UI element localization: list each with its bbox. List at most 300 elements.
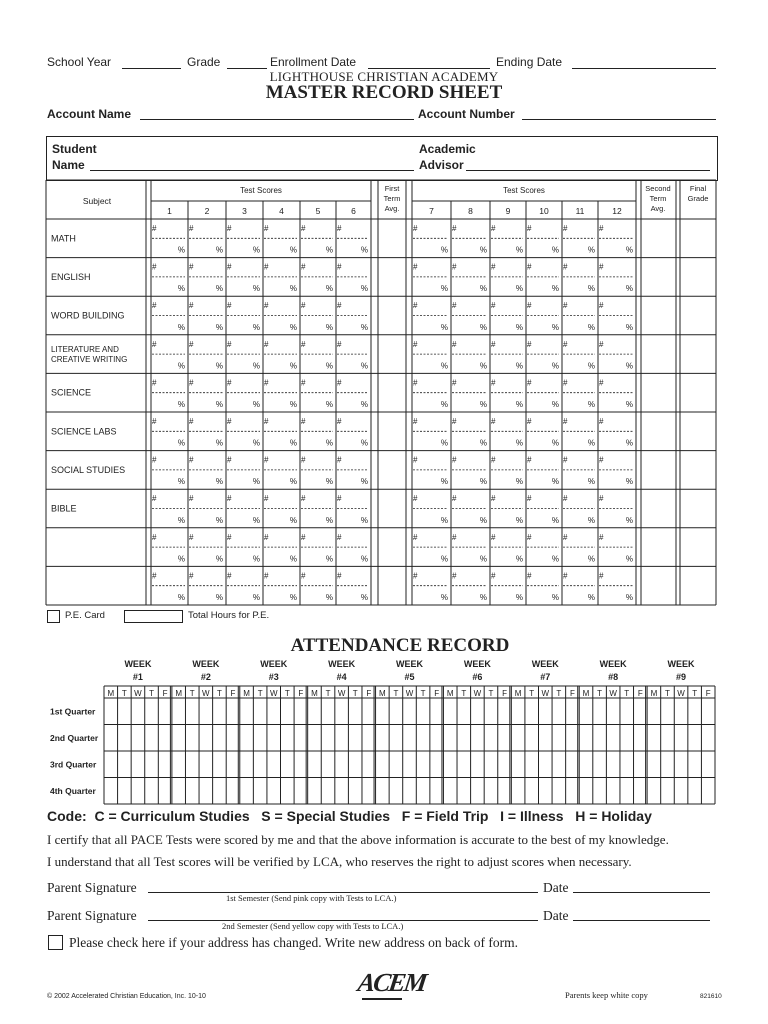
score-hash: # [264,262,269,272]
subject-label: SOCIAL STUDIES [51,464,126,475]
score-percent: % [551,284,559,294]
score-percent: % [252,593,260,602]
score-hash: # [491,455,496,465]
score-percent: % [360,284,368,294]
account-number-label: Account Number [418,107,515,121]
score-hash: # [527,224,532,233]
day-letter: T [529,689,535,698]
score-hash: # [599,494,604,504]
score-percent: % [587,515,595,525]
score-percent: % [215,515,223,525]
score-percent: % [440,438,448,448]
first-term-header: Avg. [384,204,400,213]
score-percent: % [252,477,260,487]
score-percent: % [515,245,523,255]
score-percent: % [625,554,633,564]
date-2-field[interactable] [573,920,710,921]
score-hash: # [599,571,604,581]
score-hash: # [337,224,342,233]
week-number: #1 [132,672,143,682]
pe-hours-box[interactable] [124,610,183,623]
score-percent: % [289,284,297,294]
score-hash: # [413,301,418,311]
score-hash: # [227,339,232,349]
score-percent: % [587,322,595,332]
score-percent: % [625,400,633,409]
day-letter: M [175,689,183,698]
score-hash: # [413,532,418,542]
score-percent: % [587,554,595,564]
code-legend: Code: C = Curriculum Studies S = Special Studies F = Field Trip I = Illness H = Holiday [47,808,652,824]
score-percent: % [551,361,559,371]
address-changed-checkbox[interactable] [48,935,63,950]
score-hash: # [491,417,496,426]
score-hash: # [264,455,269,465]
score-percent: % [587,438,595,448]
score-percent: % [479,322,487,332]
score-hash: # [491,224,496,233]
subject-label: WORD BUILDING [51,310,125,321]
score-percent: % [479,400,487,409]
score-percent: % [360,400,368,409]
score-percent: % [440,554,448,564]
score-hash: # [563,571,568,581]
score-hash: # [301,378,306,388]
score-hash: # [264,494,269,504]
score-percent: % [625,477,633,487]
score-hash: # [527,339,532,349]
day-letter: T [325,689,331,698]
first-term-header: Term [383,194,401,203]
student-label: Student [52,142,97,156]
score-percent: % [479,438,487,448]
week-label: WEEK [192,659,220,669]
pe-card-label: P.E. Card [65,610,105,621]
score-hash: # [413,339,418,349]
week-label: WEEK [328,659,356,669]
score-percent: % [515,284,523,294]
score-hash: # [152,455,157,465]
score-percent: % [215,438,223,448]
score-hash: # [152,262,157,272]
score-percent: % [177,477,185,487]
score-percent: % [440,477,448,487]
week-number: #8 [608,672,619,682]
pe-card-checkbox[interactable] [47,610,60,623]
score-hash: # [337,532,342,542]
score-hash: # [189,417,194,426]
parents-copy-note: Parents keep white copy [565,990,648,1000]
score-hash: # [301,224,306,233]
subject-label: MATH [51,233,76,244]
score-percent: % [551,515,559,525]
score-percent: % [252,284,260,294]
score-percent: % [289,400,297,409]
score-hash: # [491,339,496,349]
score-hash: # [452,417,457,426]
week-label: WEEK [599,659,627,669]
quarter-label: 3rd Quarter [50,759,97,770]
score-percent: % [215,477,223,487]
score-hash: # [152,532,157,542]
score-percent: % [177,400,185,409]
score-percent: % [177,438,185,448]
score-percent: % [177,361,185,371]
week-number: #7 [540,672,551,682]
score-percent: % [587,400,595,409]
day-letter: M [311,689,318,698]
score-hash: # [599,417,604,426]
day-letter: F [502,689,507,698]
score-column-number: 8 [468,206,473,216]
parent-signature-1-label: Parent Signature [47,880,137,895]
subject-header: Subject [82,196,112,206]
score-percent: % [325,554,333,564]
score-hash: # [452,532,457,542]
score-percent: % [515,322,523,332]
score-percent: % [625,515,633,525]
score-percent: % [360,361,368,371]
score-percent: % [360,322,368,332]
score-hash: # [152,571,157,581]
score-percent: % [515,361,523,371]
test-scores-header: Test Scores [503,186,545,195]
score-percent: % [515,477,523,487]
score-hash: # [452,571,457,581]
score-percent: % [325,515,333,525]
day-letter: T [624,689,630,698]
score-percent: % [479,554,487,564]
score-hash: # [301,494,306,504]
score-hash: # [152,224,157,233]
day-letter: M [650,689,658,698]
day-letter: W [609,689,617,698]
score-percent: % [289,245,297,255]
score-percent: % [515,400,523,409]
score-hash: # [337,417,342,426]
score-hash: # [264,224,269,233]
day-letter: M [582,689,590,698]
score-hash: # [152,301,157,311]
score-hash: # [452,455,457,465]
attendance-title: ATTENDANCE RECORD [290,635,510,656]
score-hash: # [413,417,418,426]
score-percent: % [440,515,448,525]
date-2-label: Date [543,908,569,923]
score-percent: % [360,593,368,602]
score-hash: # [599,455,604,465]
score-percent: % [587,245,595,255]
score-percent: % [252,554,260,564]
copyright: © 2002 Accelerated Christian Education, Inc. 10-10 [47,993,206,1000]
score-hash: # [227,571,232,581]
score-hash: # [227,301,232,311]
week-label: WEEK [667,659,695,669]
day-letter: T [284,689,290,698]
score-percent: % [325,593,333,602]
subject-label: CREATIVE WRITING [51,355,128,365]
score-column-number: 12 [612,206,622,216]
subject-label: SCIENCE LABS [51,426,117,437]
copyright-icon: © [47,993,53,1000]
score-hash: # [599,224,604,233]
score-hash: # [227,455,232,465]
score-percent: % [551,554,559,564]
score-percent: % [177,284,185,294]
score-hash: # [301,301,306,311]
grade-label: Grade [187,55,221,69]
score-hash: # [599,262,604,272]
score-hash: # [527,262,532,272]
score-percent: % [360,515,368,525]
score-percent: % [479,477,487,487]
score-hash: # [337,571,342,581]
score-hash: # [563,301,568,311]
score-hash: # [337,455,342,465]
score-hash: # [152,339,157,349]
score-hash: # [264,571,269,581]
score-percent: % [252,438,260,448]
score-hash: # [189,224,194,233]
score-percent: % [215,284,223,294]
day-letter: T [257,689,263,698]
score-hash: # [527,571,532,581]
score-percent: % [479,515,487,525]
day-letter: F [366,689,372,698]
academy-name: LIGHTHOUSE CHRISTIAN ACADEMY [269,69,499,84]
score-hash: # [527,378,532,388]
week-label: WEEK [124,659,152,669]
score-hash: # [491,532,496,542]
score-percent: % [215,554,223,564]
score-hash: # [599,378,604,388]
ending-date-label: Ending Date [496,55,563,69]
score-percent: % [587,361,595,371]
day-letter: M [107,689,115,698]
score-hash: # [152,417,157,426]
score-percent: % [252,361,260,371]
day-letter: T [461,689,467,698]
score-percent: % [325,400,333,409]
day-letter: W [202,689,210,698]
score-hash: # [563,455,568,465]
score-percent: % [479,284,487,294]
score-hash: # [563,417,568,426]
score-hash: # [563,339,568,349]
day-letter: T [692,689,698,698]
score-hash: # [337,339,342,349]
score-percent: % [551,477,559,487]
score-percent: % [625,322,633,332]
score-percent: % [289,477,297,487]
score-hash: # [189,262,194,272]
week-number: #6 [472,672,483,682]
score-hash: # [563,532,568,542]
score-column-number: 4 [279,206,284,216]
day-letter: T [216,689,222,698]
score-hash: # [227,262,232,272]
score-column-number: 11 [575,206,585,216]
score-hash: # [452,224,457,233]
subject-label: LITERATURE AND [51,345,119,355]
day-letter: T [393,689,399,698]
score-percent: % [177,322,185,332]
score-percent: % [587,284,595,294]
score-column-number: 10 [539,206,549,216]
day-letter: M [446,689,454,698]
score-hash: # [189,455,194,465]
score-hash: # [189,494,194,504]
score-percent: % [289,361,297,371]
score-percent: % [440,245,448,255]
score-hash: # [413,494,418,504]
score-hash: # [152,378,157,388]
score-percent: % [252,400,260,409]
score-hash: # [563,494,568,504]
score-hash: # [264,301,269,311]
score-percent: % [289,438,297,448]
score-percent: % [479,361,487,371]
week-number: #9 [676,672,687,682]
score-hash: # [452,262,457,272]
score-percent: % [289,515,297,525]
address-changed-label: Please check here if your address has changed. Write new address on back of form. [69,935,519,950]
score-percent: % [515,515,523,525]
score-hash: # [563,224,568,233]
score-percent: % [440,361,448,371]
date-1-label: Date [543,880,569,895]
week-number: #5 [404,672,415,682]
score-percent: % [587,593,595,602]
academic-label: Academic [419,142,476,156]
score-percent: % [515,554,523,564]
semester-2-note: 2nd Semester (Send yellow copy with Tests to LCA.) [222,921,404,931]
week-label: WEEK [396,659,423,669]
score-hash: # [301,455,306,465]
score-hash: # [301,417,306,426]
week-number: #4 [336,672,347,682]
enrollment-date-label: Enrollment Date [270,55,357,69]
score-hash: # [337,494,342,504]
score-hash: # [337,301,342,311]
score-hash: # [337,262,342,272]
score-percent: % [440,284,448,294]
certify-statement-1: I certify that all PACE Tests were scored by me and that the above information is accurate to the best of my knowledge. [47,832,669,847]
score-hash: # [452,339,457,349]
day-letter: F [434,689,440,698]
score-hash: # [189,339,194,349]
score-hash: # [189,532,194,542]
day-letter: M [379,689,386,698]
score-percent: % [252,515,260,525]
score-percent: % [515,593,523,602]
score-column-number: 5 [315,206,321,216]
score-percent: % [625,361,633,371]
score-percent: % [625,593,633,602]
score-percent: % [325,284,333,294]
score-percent: % [325,361,333,371]
score-percent: % [440,400,448,409]
subject-label: SCIENCE [51,387,92,398]
quarter-label: 1st Quarter [50,706,96,717]
score-percent: % [479,593,487,602]
score-percent: % [360,245,368,255]
final-grade-header: Final [689,184,707,193]
day-letter: W [473,689,482,698]
first-term-header: First [384,184,400,193]
score-percent: % [479,245,487,255]
score-percent: % [325,438,333,448]
score-hash: # [301,262,306,272]
date-1-field[interactable] [573,892,710,893]
score-hash: # [491,262,496,272]
score-percent: % [289,593,297,602]
day-letter: W [337,689,346,698]
score-percent: % [177,245,185,255]
quarter-label: 2nd Quarter [50,732,99,743]
day-letter: W [541,689,550,698]
score-percent: % [289,322,297,332]
score-hash: # [413,455,418,465]
score-hash: # [599,301,604,311]
score-hash: # [189,378,194,388]
day-letter: T [488,689,494,698]
score-hash: # [491,571,496,581]
score-hash: # [301,532,306,542]
day-letter: T [189,689,195,698]
score-hash: # [452,301,457,311]
day-letter: F [162,689,168,698]
score-hash: # [413,262,418,272]
score-hash: # [527,455,532,465]
score-percent: % [215,593,223,602]
score-hash: # [264,532,269,542]
parent-signature-2-label: Parent Signature [47,908,137,923]
score-column-number: 2 [204,206,210,216]
school-year-label: School Year [47,55,112,69]
score-hash: # [527,301,532,311]
score-hash: # [563,262,568,272]
form-code: 821610 [700,993,722,1000]
pe-hours-label: Total Hours for P.E. [188,610,270,621]
test-scores-header: Test Scores [240,186,282,195]
score-hash: # [301,571,306,581]
score-hash: # [527,417,532,426]
attendance-grid [0,650,768,810]
score-hash: # [264,378,269,388]
day-letter: T [556,689,562,698]
score-hash: # [491,378,496,388]
score-hash: # [452,494,457,504]
score-percent: % [177,554,185,564]
score-percent: % [515,438,523,448]
score-hash: # [563,378,568,388]
day-letter: T [352,689,358,698]
score-percent: % [360,438,368,448]
score-percent: % [551,322,559,332]
score-hash: # [452,378,457,388]
certify-statement-2: I understand that all Test scores will be verified by LCA, who reserves the right to adjust scores when necessary. [47,854,632,869]
score-hash: # [413,571,418,581]
score-hash: # [599,532,604,542]
second-term-header: Second [645,184,671,193]
score-hash: # [527,532,532,542]
day-letter: M [514,689,522,698]
day-letter: T [597,689,603,698]
day-letter: T [121,689,127,698]
score-hash: # [491,301,496,311]
score-percent: % [625,245,633,255]
